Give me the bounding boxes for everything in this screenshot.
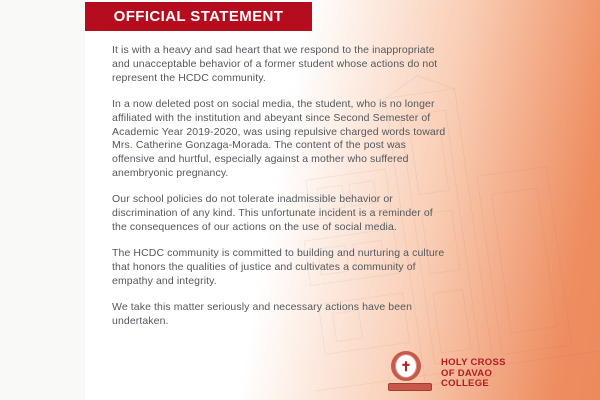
statement-paragraph: We take this matter seriously and necessary actions have been undertaken. (112, 300, 413, 327)
statement-body (112, 44, 448, 340)
seal-inner (395, 354, 417, 378)
statement-paragraph: It is with a heavy and sad heart that we respond to the inappropriate and unacceptable behavior of a former student whose actions do not represent the HCDC community. (112, 44, 438, 84)
official-statement-banner (85, 2, 312, 31)
statement-paragraph: The HCDC community is committed to building and nurturing a culture that honors the qualities of justice and cultivates a community of empathy and integrity. (112, 246, 445, 287)
seal-ribbon (388, 383, 432, 391)
org-name (441, 358, 506, 390)
statement-paragraph: Our school policies do not tolerate inadmissible behavior or discrimination of any kind. This unfortunate incident is a reminder of the consequences of our actions on the use of social media. (112, 193, 433, 233)
seal-ring (391, 351, 421, 381)
statement-paragraph: In a now deleted post on social media, the student, who is no longer affiliated with the institution and abeyant since Second Semester of Academic Year 2019-2020, was using repulsive charged words toward Mrs. Catherine Gonzaga-Morada. The content of the post was offensive and hurtful, especially against a mother who suffered anembryonic pregnancy. (112, 97, 446, 180)
cross-icon: ✝ (400, 358, 412, 374)
statement-artwork (85, 0, 600, 400)
school-logo (388, 349, 506, 397)
school-seal-icon (388, 349, 432, 397)
org-name-line: HOLY CROSS (441, 357, 506, 368)
org-name-line: OF DAVAO (441, 367, 493, 379)
banner-title: OFFICIAL STATEMENT (113, 8, 284, 25)
org-name-line: COLLEGE (441, 378, 490, 389)
